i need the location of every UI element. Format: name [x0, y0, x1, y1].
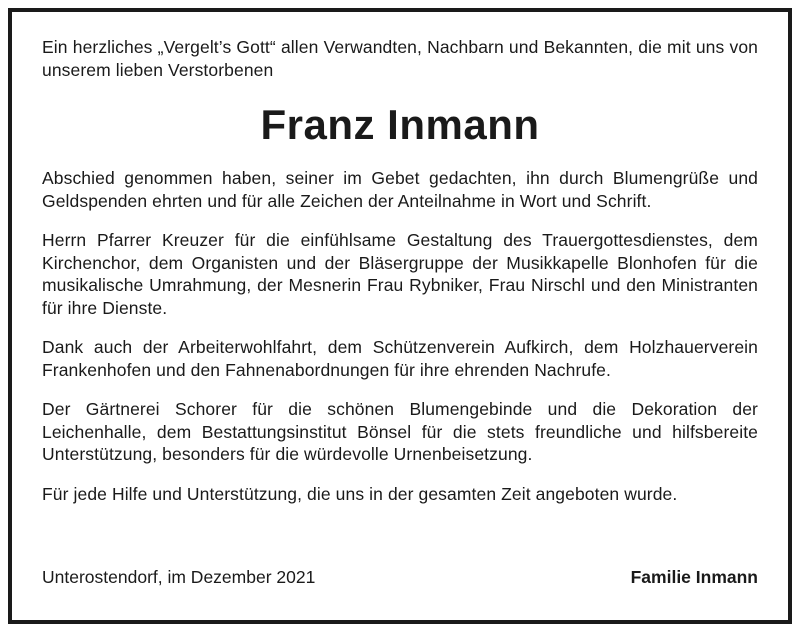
paragraph-farewell: Abschied genommen haben, seiner im Gebet gedachten, ihn durch Blumengrüße und Geldspenden ehrten und für alle Zeichen der Anteilnahme in Wort und Schrift. — [42, 168, 758, 211]
spacer — [42, 466, 758, 483]
notice-footer — [42, 566, 758, 588]
intro-text: Ein herzliches „Vergelt’s Gott“ allen Verwandten, Nachbarn und Bekannten, die mit uns von unserem lieben Verstorbenen — [42, 37, 758, 80]
paragraph-services-thanks: Der Gärtnerei Schorer für die schönen Blumengebinde und die Dekoration der Leichenhalle, dem Bestattungsinstitut Bönsel für die stets freundliche und hilfsbereite Unterstützung, besonders für die würdevolle Urnenbeisetzung. — [42, 399, 758, 464]
spacer — [42, 319, 758, 336]
spacer — [42, 381, 758, 398]
paragraph-associations-thanks: Dank auch der Arbeiterwohlfahrt, dem Schützenverein Aufkirch, dem Holzhauerverein Frankenhofen und den Fahnenabordnungen für ihre ehrenden Nachrufe. — [42, 337, 758, 380]
notice-body — [42, 36, 758, 505]
deceased-name: Franz Inmann — [260, 101, 540, 148]
place-date: Unterostendorf, im Dezember 2021 — [42, 567, 316, 587]
family-signature: Familie Inmann — [630, 567, 758, 587]
obituary-thank-you-notice — [8, 8, 792, 624]
spacer — [42, 212, 758, 229]
paragraph-clergy-thanks: Herrn Pfarrer Kreuzer für die einfühlsame Gestaltung des Trauergottesdienstes, dem Kirchenchor, dem Organisten und der Bläsergruppe der Musikkapelle Blonhofen für die musikalische Umrahmung, der Mesnerin Frau Rybniker, Frau Nirschl und den Ministranten für ihre Dienste. — [42, 230, 758, 318]
paragraph-general-thanks: Für jede Hilfe und Unterstützung, die uns in der gesamten Zeit angeboten wurde. — [42, 483, 678, 504]
